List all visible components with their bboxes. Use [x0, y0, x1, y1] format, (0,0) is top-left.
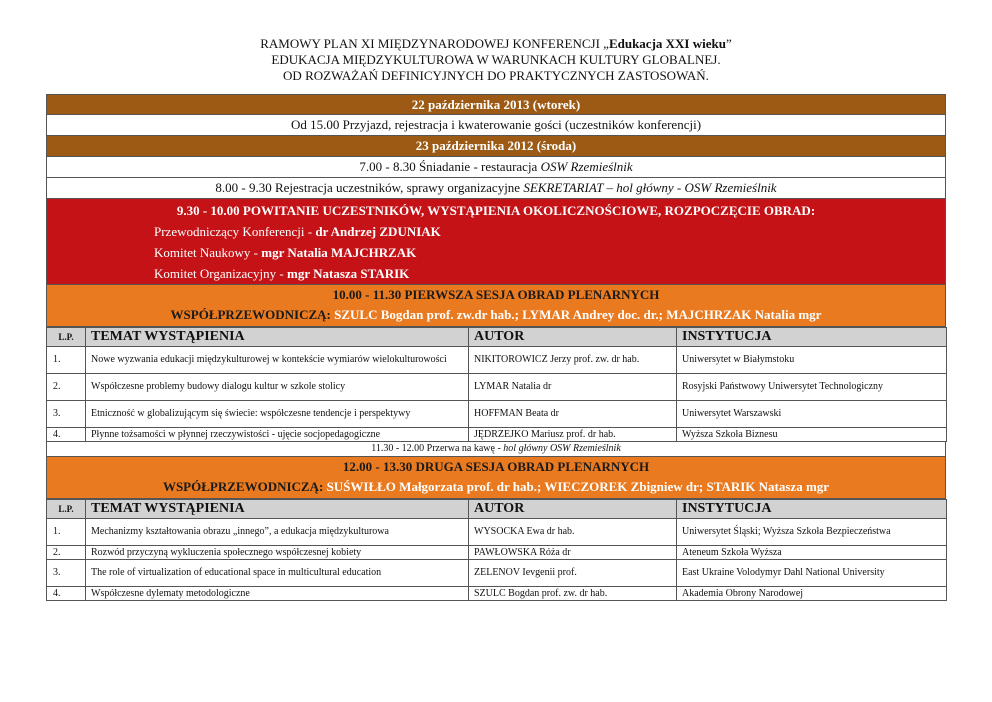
- day2-date-header: 23 października 2012 (środa): [46, 136, 946, 157]
- header-institution: INSTYTUCJA: [677, 328, 947, 347]
- breakfast-place: OSW Rzemieślnik: [540, 159, 633, 174]
- header-topic: TEMAT WYSTĄPIENIA: [86, 500, 469, 519]
- table-row: 4. Płynne tożsamości w płynnej rzeczywistości - ujęcie socjopedagogiczne JĘDRZEJKO Mariusz prof. dr hab. Wyższa Szkoła Biznesu: [47, 428, 947, 442]
- header-topic: TEMAT WYSTĄPIENIA: [86, 328, 469, 347]
- conference-name: Edukacja XXI wieku: [608, 36, 726, 51]
- conference-chair: Przewodniczący Konferencji - dr Andrzej ZDUNIAK: [154, 224, 441, 239]
- schedule-sheet: [46, 94, 946, 601]
- organizing-committee: Komitet Organizacyjny - mgr Natasza STARIK: [154, 266, 410, 281]
- header-lp: L.P.: [47, 500, 86, 519]
- table-row: 4. Współczesne dylematy metodologiczne SZULC Bogdan prof. zw. dr hab. Akademia Obrony Narodowej: [47, 587, 947, 601]
- session2-title: 12.00 - 13.30 DRUGA SESJA OBRAD PLENARNYCH: [342, 459, 650, 474]
- table-header-row: [47, 328, 947, 347]
- day1-date-header: 22 października 2013 (wtorek): [46, 94, 946, 115]
- session1-band: [46, 285, 946, 327]
- session1-table: [46, 327, 947, 442]
- session2-chairs: WSPÓŁPRZEWODNICZĄ: SUŚWIŁŁO Małgorzata prof. dr hab.; WIECZOREK Zbigniew dr; STARIK Natasza mgr: [162, 479, 830, 494]
- opening-block: [46, 199, 946, 285]
- day1-arrival: Od 15.00 Przyjazd, rejestracja i kwaterowanie gości (uczestników konferencji): [46, 115, 946, 136]
- title-line-3: OD ROZWAŻAŃ DEFINICYJNYCH DO PRAKTYCZNYCH ZASTOSOWAŃ.: [283, 68, 709, 83]
- session2-table: [46, 499, 947, 601]
- session2-band: [46, 457, 946, 499]
- table-row: 2. Rozwód przyczyną wykluczenia społecznego współczesnej kobiety PAWŁOWSKA Róża dr Ateneum Szkoła Wyższa: [47, 546, 947, 560]
- title-line-2: EDUKACJA MIĘDZYKULTUROWA W WARUNKACH KULTURY GLOBALNEJ.: [271, 52, 721, 67]
- coffee-break-place: hol główny OSW Rzemieślnik: [503, 443, 621, 454]
- header-author: AUTOR: [469, 500, 677, 519]
- table-row: 2. Współczesne problemy budowy dialogu kultur w szkole stolicy LYMAR Natalia dr Rosyjski Państwowy Uniwersytet Technologiczny: [47, 374, 947, 401]
- breakfast-row: 7.00 - 8.30 Śniadanie - restauracja OSW Rzemieślnik: [46, 157, 946, 178]
- registration-row: 8.00 - 9.30 Rejestracja uczestników, sprawy organizacyjne SEKRETARIAT – hol główny - OSW Rzemieślnik: [46, 178, 946, 199]
- header-lp: L.P.: [47, 328, 86, 347]
- coffee-break-row: 11.30 - 12.00 Przerwa na kawę - hol główny OSW Rzemieślnik: [46, 442, 946, 457]
- document-title: [46, 36, 946, 84]
- session1-chairs: WSPÓŁPRZEWODNICZĄ: SZULC Bogdan prof. zw.dr hab.; LYMAR Andrey doc. dr.; MAJCHRZAK Natalia mgr: [170, 307, 822, 322]
- table-row: 1. Nowe wyzwania edukacji międzykulturowej w kontekście wymiarów wielokulturowości NIKITOROWICZ Jerzy prof. zw. dr hab. Uniwersytet w Białymstoku: [47, 347, 947, 374]
- table-row: 3. The role of virtualization of educational space in multicultural education ZELENOV Ievgenii prof. East Ukraine Volodymyr Dahl National University: [47, 560, 947, 587]
- table-row: 3. Etniczność w globalizującym się świecie: współczesne tendencje i perspektywy HOFFMAN Beata dr Uniwersytet Warszawski: [47, 401, 947, 428]
- scientific-committee: Komitet Naukowy - mgr Natalia MAJCHRZAK: [154, 245, 417, 260]
- title-line-1: RAMOWY PLAN XI MIĘDZYNARODOWEJ KONFERENCJI „Edukacja XXI wieku”: [260, 36, 732, 51]
- header-author: AUTOR: [469, 328, 677, 347]
- session1-title: 10.00 - 11.30 PIERWSZA SESJA OBRAD PLENARNYCH: [332, 287, 660, 302]
- table-header-row: [47, 500, 947, 519]
- table-row: 1. Mechanizmy kształtowania obrazu „innego”, a edukacja międzykulturowa WYSOCKA Ewa dr hab. Uniwersytet Śląski; Wyższa Szkoła Bezpieczeństwa: [47, 519, 947, 546]
- opening-heading: 9.30 - 10.00 POWITANIE UCZESTNIKÓW, WYSTĄPIENIA OKOLICZNOŚCIOWE, ROZPOCZĘCIE OBRAD:: [176, 203, 816, 218]
- registration-place: SEKRETARIAT – hol główny - OSW Rzemieślnik: [523, 180, 777, 195]
- header-institution: INSTYTUCJA: [677, 500, 947, 519]
